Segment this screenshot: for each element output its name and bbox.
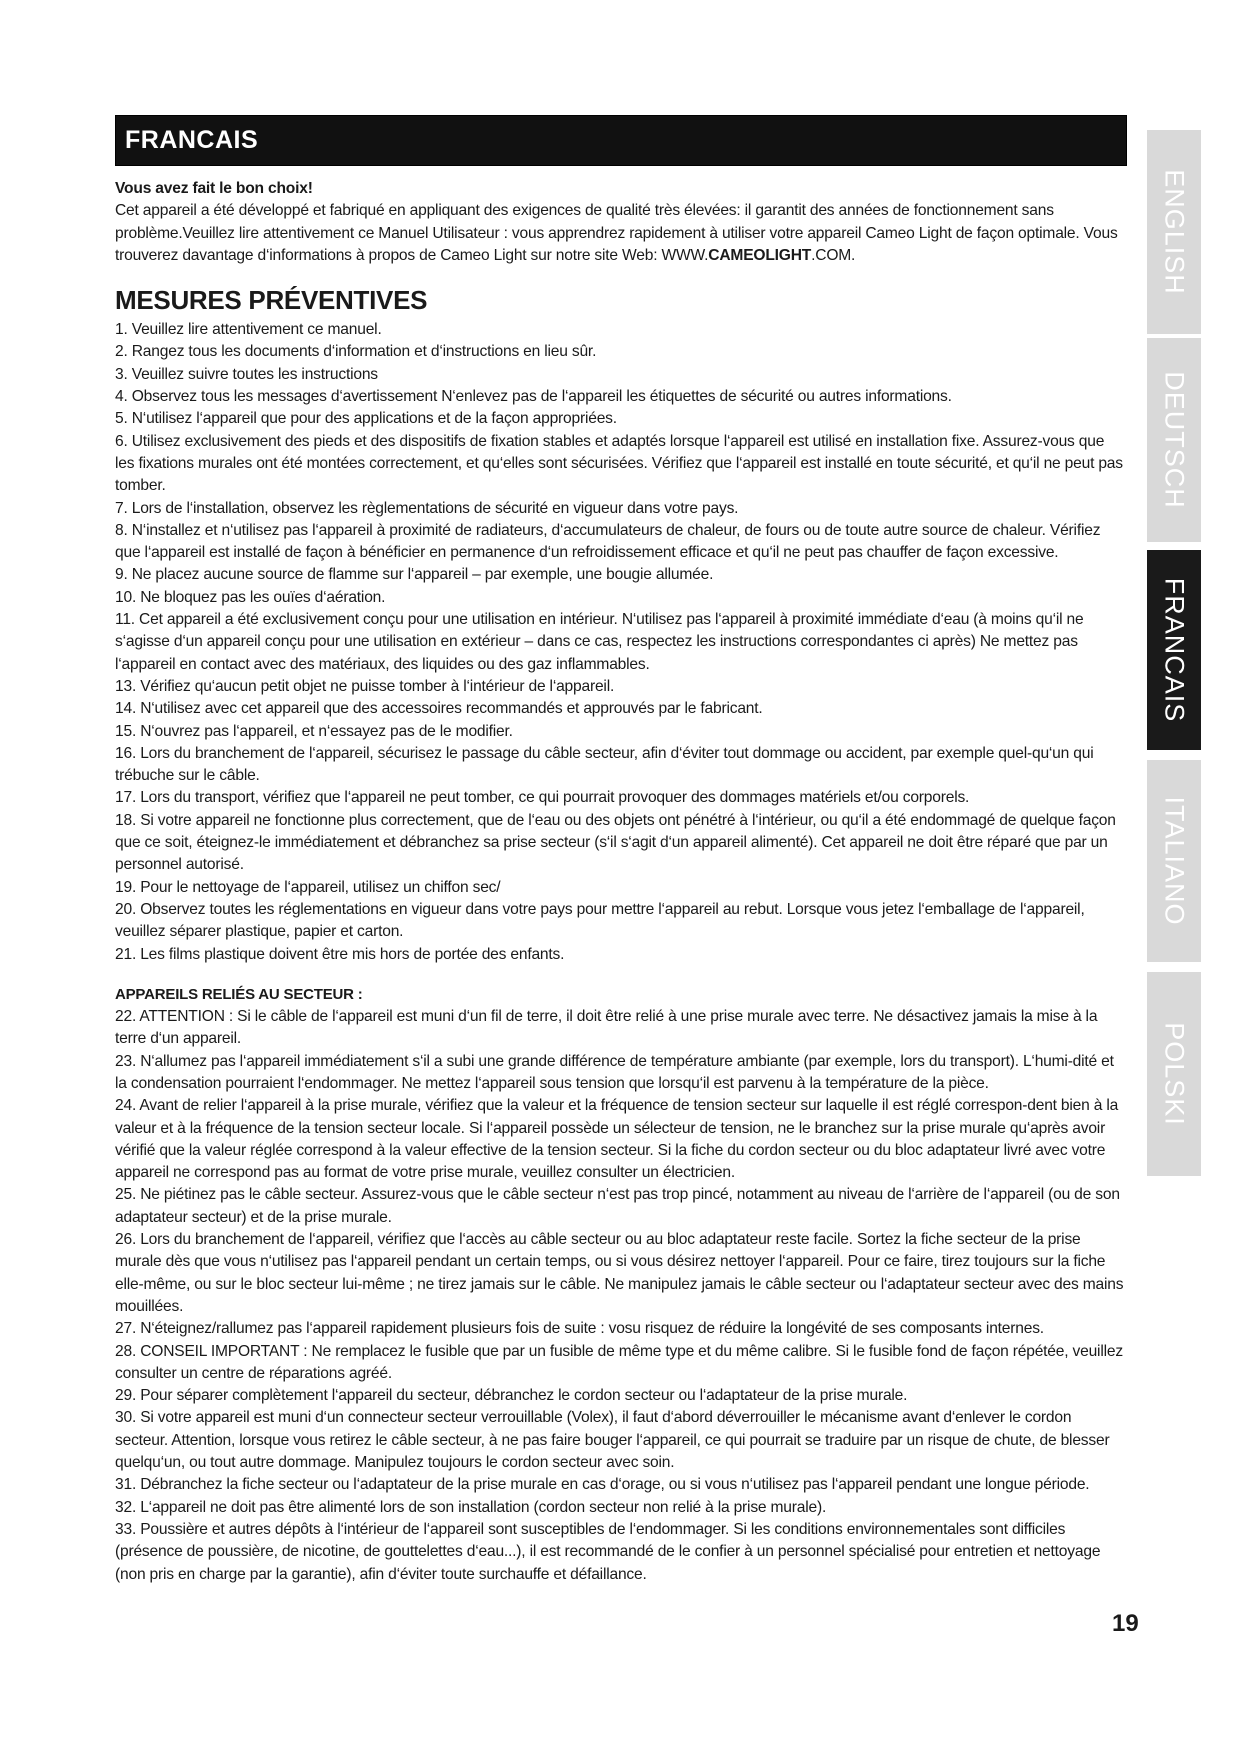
list-item: 28. CONSEIL IMPORTANT : Ne remplacez le fusible que par un fusible de même type et du même calibre. Si le fusible fond de façon répétée, veuillez consulter un centre de réparations agréé. bbox=[115, 1342, 1123, 1382]
section-title: MESURES PRÉVENTIVES bbox=[115, 285, 428, 316]
list-item: 27. N‘éteignez/rallumez pas l‘appareil rapidement plusieurs fois de suite : vosu risquez de réduire la longévité de ses composants internes. bbox=[115, 1320, 1044, 1338]
list-item: 18. Si votre appareil ne fonctionne plus correctement, que de l‘eau ou des objets ont pénétré à l‘intérieur, ou qu‘il a été endommagé de quelque façon que ce soit, éteignez-le immédiatement et débranchez sa prise secteur (s‘il s‘agit d‘un appareil alimenté). Cet appareil ne doit être réparé que par un personnel autorisé. bbox=[115, 811, 1116, 874]
list-item: 7. Lors de l‘installation, observez les règlementations de sécurité en vigueur dans votre pays. bbox=[115, 499, 739, 517]
safety-list bbox=[115, 319, 1125, 966]
tab-deutsch-label: DEUTSCH bbox=[1159, 371, 1190, 509]
intro-paragraph bbox=[115, 200, 1125, 267]
list-item: 19. Pour le nettoyage de l‘appareil, utilisez un chiffon sec/ bbox=[115, 878, 501, 896]
mains-heading: APPAREILS RELIÉS AU SECTEUR : bbox=[115, 985, 363, 1003]
tab-francais[interactable] bbox=[1147, 550, 1201, 750]
list-item: 3. Veuillez suivre toutes les instructions bbox=[115, 365, 378, 383]
tab-polski[interactable] bbox=[1147, 972, 1201, 1176]
intro-heading: Vous avez fait le bon choix! bbox=[115, 180, 313, 197]
tab-english[interactable] bbox=[1147, 130, 1201, 334]
list-item: 26. Lors du branchement de l‘appareil, vérifiez que l‘accès au câble secteur ou au bloc adaptateur reste facile. Sortez la fiche secteur de la prise murale dès que vous n‘utilisez pas l‘appareil pendant un certain temps, ou si vous désirez nettoyer l‘appareil. Pour ce faire, tirez toujours sur la fiche elle-même, ou sur le bloc secteur lui-même ; ne tirez jamais sur le câble. Ne manipulez jamais le câble secteur ou l‘adaptateur secteur avec des mains mouillées. bbox=[115, 1231, 1124, 1315]
section-header-bar bbox=[115, 115, 1127, 166]
list-item: 4. Observez tous les messages d‘avertissement N‘enlevez pas de l‘appareil les étiquettes de sécurité ou autres informations. bbox=[115, 388, 952, 406]
content bbox=[115, 178, 1125, 1586]
list-item: 32. L‘appareil ne doit pas être alimenté lors de son installation (cordon secteur non relié à la prise murale). bbox=[115, 1498, 827, 1516]
list-item: 29. Pour séparer complètement l‘appareil du secteur, débranchez le cordon secteur ou l‘adaptateur de la prise murale. bbox=[115, 1387, 908, 1405]
tab-italiano[interactable] bbox=[1147, 760, 1201, 962]
intro-suffix: .COM. bbox=[811, 246, 856, 264]
header-title: FRANCAIS bbox=[125, 126, 259, 154]
list-item: 20. Observez toutes les réglementations en vigueur dans votre pays pour mettre l‘appareil au rebut. Lorsque vous jetez l‘emballage de l‘appareil, veuillez séparer plastique, papier et carton. bbox=[115, 900, 1085, 941]
list-item: 6. Utilisez exclusivement des pieds et des dispositifs de fixation stables et adaptés lorsque l‘appareil est utilisé en installation fixe. Assurez-vous que les fixations murales ont été montées correctement, et qu‘elles sont sécurisées. Vérifiez que l‘appareil est installé en toute sécurité, et qu‘il ne peut pas tomber. bbox=[115, 432, 1123, 495]
list-item: 33. Poussière et autres dépôts à l‘intérieur de l‘appareil sont susceptibles de l‘endommager. Si les conditions environnementales sont difficiles (présence de poussière, de nicotine, de gouttelettes d‘eau...), il est recommandé de le confier à un personnel spécialisé pour entretien et nettoyage (non pris en charge par la garantie), afin d‘éviter toute surchauffe et défaillance. bbox=[115, 1520, 1101, 1583]
page-number: 19 bbox=[1112, 1610, 1139, 1637]
intro-text: Cet appareil a été développé et fabriqué en appliquant des exigences de qualité très élevées: il garantit des années de fonctionnement sans problème.Veuillez lire attentivement ce Manuel Utilisateur : vous apprendrez rapidement à utiliser votre appareil Cameo Light de façon optimale. Vous trouverez davantage d‘informations à propos de Cameo Light sur notre site Web: WWW. bbox=[115, 202, 1118, 264]
list-item: 9. Ne placez aucune source de flamme sur l‘appareil – par exemple, une bougie allumée. bbox=[115, 566, 714, 584]
list-item: 14. N‘utilisez avec cet appareil que des accessoires recommandés et approuvés par le fabricant. bbox=[115, 700, 763, 718]
list-item: 22. ATTENTION : Si le câble de l‘appareil est muni d‘un fil de terre, il doit être relié à une prise murale avec terre. Ne désactivez jamais la mise à la terre d‘un appareil. bbox=[115, 1008, 1098, 1048]
list-item: 10. Ne bloquez pas les ouïes d‘aération. bbox=[115, 588, 386, 606]
tab-francais-label: FRANCAIS bbox=[1159, 577, 1190, 723]
list-item: 1. Veuillez lire attentivement ce manuel. bbox=[115, 321, 382, 339]
list-item: 5. N‘utilisez l‘appareil que pour des applications et de la façon appropriées. bbox=[115, 410, 617, 428]
list-item: 13. Vérifiez qu‘aucun petit objet ne puisse tomber à l‘intérieur de l‘appareil. bbox=[115, 677, 615, 695]
list-item: 8. N‘installez et n‘utilisez pas l‘appareil à proximité de radiateurs, d‘accumulateurs de chaleur, de fours ou de toute autre source de chaleur. Vérifiez que l‘appareil est installé de façon à bénéficier en permanence d‘un refroidissement efficace et qu‘il ne peut pas chauffer de façon excessive. bbox=[115, 521, 1101, 562]
mains-list bbox=[115, 1006, 1125, 1586]
list-item: 15. N‘ouvrez pas l‘appareil, et n‘essayez pas de le modifier. bbox=[115, 722, 513, 740]
list-item: 17. Lors du transport, vérifiez que l‘appareil ne peut tomber, ce qui pourrait provoquer des dommages matériels et/ou corporels. bbox=[115, 789, 970, 807]
tab-deutsch[interactable] bbox=[1147, 338, 1201, 542]
tab-italiano-label: ITALIANO bbox=[1159, 796, 1190, 926]
list-item: 31. Débranchez la fiche secteur ou l‘adaptateur de la prise murale en cas d‘orage, ou si vous n‘utilisez pas l‘appareil pendant une longue période. bbox=[115, 1476, 1090, 1494]
list-item: 2. Rangez tous les documents d‘information et d‘instructions en lieu sûr. bbox=[115, 343, 597, 361]
tab-english-label: ENGLISH bbox=[1159, 169, 1190, 295]
list-item: 21. Les films plastique doivent être mis hors de portée des enfants. bbox=[115, 945, 565, 963]
list-item: 11. Cet appareil a été exclusivement conçu pour une utilisation en intérieur. N‘utilisez pas l‘appareil à proximité immédiate d‘eau (à moins qu‘il ne s‘agisse d‘un appareil conçu pour une utilisation en extérieur – dans ce cas, respectez les instructions correspondantes ci après) Ne mettez pas l‘appareil en contact avec des matériaux, des liquides ou des gaz inflammables. bbox=[115, 611, 1084, 673]
list-item: 30. Si votre appareil est muni d‘un connecteur secteur verrouillable (Volex), il faut d‘abord déverrouiller le mécanisme avant d‘enlever le cordon secteur. Attention, lorsque vous retirez le câble secteur, à ne pas faire bouger l‘appareil, ce qui pourrait se traduire par un risque de chute, de blesser quelqu‘un, ou tout autre dommage. Manipulez toujours le cordon secteur avec soin. bbox=[115, 1409, 1110, 1472]
list-item: 24. Avant de relier l‘appareil à la prise murale, vérifiez que la valeur et la fréquence de tension secteur sur laquelle il est réglé correspon-dent bien à la valeur et à la fréquence de la tension secteur locale. Si l‘appareil possède un sélecteur de tension, ne le branchez sur la prise murale qu‘après avoir vérifié que la valeur réglée correspond à la valeur effective de la tension secteur. Si la fiche du cordon secteur ou du bloc adaptateur livré avec votre appareil ne correspond pas au format de votre prise murale, veuillez consulter un électricien. bbox=[115, 1097, 1119, 1182]
list-item: 25. Ne piétinez pas le câble secteur. Assurez-vous que le câble secteur n‘est pas trop pincé, notamment au niveau de l‘arrière de l‘appareil (ou de son adaptateur secteur) et de la prise murale. bbox=[115, 1186, 1120, 1226]
list-item: 16. Lors du branchement de l‘appareil, sécurisez le passage du câble secteur, afin d‘éviter tout dommage ou accident, par exemple quel-qu‘un qui trébuche sur le câble. bbox=[115, 744, 1094, 785]
tab-polski-label: POLSKI bbox=[1159, 1022, 1190, 1126]
list-item: 23. N‘allumez pas l‘appareil immédiatement s‘il a subi une grande différence de température ambiante (par exemple, lors du transport). L‘humi-dité et la condensation pourraient l‘endommager. Ne mettez l‘appareil sous tension que lorsqu‘il est parvenu à la température de la pièce. bbox=[115, 1052, 1114, 1092]
intro-brand: CAMEOLIGHT bbox=[708, 246, 812, 264]
